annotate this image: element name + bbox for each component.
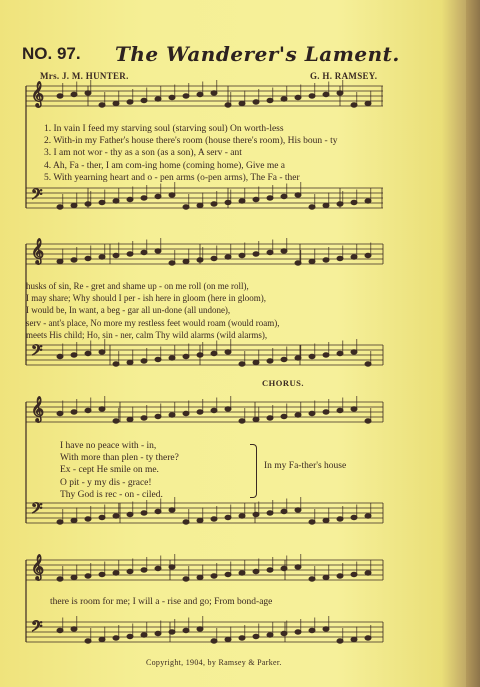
note-head	[155, 414, 161, 418]
note-head	[57, 628, 63, 632]
note-head	[337, 408, 343, 412]
note-head	[127, 100, 133, 104]
note-head	[127, 634, 133, 638]
note-head	[239, 199, 245, 203]
note-head	[225, 350, 231, 354]
verses-system-2	[26, 280, 280, 341]
note-head	[85, 639, 91, 643]
note-head	[169, 565, 175, 569]
note-head	[85, 202, 91, 206]
note-head	[295, 508, 301, 512]
note-head	[281, 566, 287, 570]
note-head	[141, 633, 147, 637]
note-head	[225, 103, 231, 107]
note-head	[309, 411, 315, 415]
chorus-brace	[250, 444, 257, 498]
note-head	[267, 568, 273, 572]
note-head	[85, 91, 91, 95]
note-head	[351, 515, 357, 519]
note-head	[309, 94, 315, 98]
copyright-notice: Copyright, 1904, by Ramsey & Parker.	[146, 658, 282, 667]
chorus-line: With more than plen - ty there?	[60, 453, 179, 464]
note-head	[99, 255, 105, 259]
note-head	[85, 256, 91, 260]
note-head	[71, 518, 77, 522]
note-head	[225, 255, 231, 259]
note-head	[197, 575, 203, 579]
note-head	[211, 517, 217, 521]
note-head	[295, 95, 301, 99]
chorus-label: CHORUS.	[262, 378, 304, 388]
lyricist-credit: Mrs. J. M. HUNTER.	[40, 71, 129, 81]
note-head	[351, 350, 357, 354]
note-head	[197, 518, 203, 522]
note-head	[85, 517, 91, 521]
note-head	[113, 636, 119, 640]
note-head	[183, 628, 189, 632]
verse-line: 5. With yearning heart and o - pen arms (o-pen arms), The Fa - ther	[44, 172, 300, 183]
note-head	[225, 407, 231, 411]
note-head	[141, 568, 147, 572]
chorus-line: Thy God is rec - on - ciled.	[60, 489, 163, 500]
note-head	[113, 101, 119, 105]
verse-line: I may share; Why should I per - ish here in gloom (here in gloom),	[26, 293, 267, 304]
note-head	[155, 357, 161, 361]
note-head	[71, 410, 77, 414]
note-head	[71, 258, 77, 262]
note-head	[239, 101, 245, 105]
note-head	[323, 575, 329, 579]
note-head	[211, 351, 217, 355]
note-head	[211, 202, 217, 206]
note-head	[183, 411, 189, 415]
note-head	[309, 205, 315, 209]
note-head	[57, 205, 63, 209]
note-head	[71, 627, 77, 631]
staff	[26, 244, 383, 264]
note-head	[239, 514, 245, 518]
note-head	[183, 94, 189, 98]
note-head	[225, 200, 231, 204]
final-lyric-line: there is room for me; I will a - rise and go; From bond-age	[50, 597, 273, 607]
note-head	[337, 91, 343, 95]
note-head	[197, 410, 203, 414]
chorus-line: Ex - cept He smile on me.	[60, 465, 159, 476]
note-head	[253, 100, 259, 104]
note-head	[183, 259, 189, 263]
note-head	[113, 571, 119, 575]
note-head	[295, 565, 301, 569]
note-head	[309, 577, 315, 581]
note-head	[99, 407, 105, 411]
bass-clef-icon: 𝄢	[31, 500, 43, 521]
note-head	[323, 518, 329, 522]
note-head	[267, 196, 273, 200]
note-head	[295, 630, 301, 634]
note-head	[169, 508, 175, 512]
note-head	[57, 94, 63, 98]
verse-line: 2. With-in my Father's house there's room (house there's room), His boun - ty	[44, 136, 338, 147]
treble-clef-icon: 𝄞	[31, 555, 45, 580]
note-head	[169, 95, 175, 99]
note-head	[239, 362, 245, 366]
composer-credit: G. H. RAMSEY.	[310, 71, 378, 81]
note-head	[99, 515, 105, 519]
note-head	[99, 637, 105, 641]
note-head	[155, 509, 161, 513]
note-head	[141, 250, 147, 254]
note-head	[267, 98, 273, 102]
note-head	[169, 630, 175, 634]
note-head	[253, 512, 259, 516]
note-head	[155, 566, 161, 570]
note-head	[351, 103, 357, 107]
note-head	[225, 515, 231, 519]
note-head	[323, 627, 329, 631]
note-head	[183, 577, 189, 581]
note-head	[113, 419, 119, 423]
hymn-number: NO. 97.	[22, 44, 81, 63]
note-head	[197, 258, 203, 262]
note-head	[155, 631, 161, 635]
note-head	[323, 203, 329, 207]
treble-clef-icon: 𝄞	[31, 82, 45, 107]
note-head	[267, 633, 273, 637]
note-head	[197, 627, 203, 631]
note-head	[337, 574, 343, 578]
note-head	[365, 362, 371, 366]
note-head	[281, 97, 287, 101]
note-head	[169, 413, 175, 417]
note-head	[211, 639, 217, 643]
note-head	[365, 253, 371, 257]
note-head	[323, 92, 329, 96]
hymn-title: The Wanderer's Lament.	[115, 42, 400, 66]
chorus-line: O pit - y my dis - grace!	[60, 477, 152, 488]
bass-clef-icon: 𝄢	[31, 342, 43, 363]
chorus-refrain: In my Fa-ther's house	[264, 461, 347, 471]
note-head	[309, 354, 315, 358]
note-head	[99, 350, 105, 354]
staff	[26, 622, 383, 642]
note-head	[155, 97, 161, 101]
note-head	[85, 574, 91, 578]
chorus-lines	[60, 440, 179, 501]
note-head	[141, 416, 147, 420]
note-head	[71, 203, 77, 207]
note-head	[267, 416, 273, 420]
note-head	[253, 360, 259, 364]
note-head	[253, 634, 259, 638]
note-head	[85, 408, 91, 412]
note-head	[365, 571, 371, 575]
note-head	[113, 199, 119, 203]
note-head	[57, 259, 63, 263]
note-head	[127, 360, 133, 364]
note-head	[365, 199, 371, 203]
note-head	[197, 203, 203, 207]
note-head	[337, 202, 343, 206]
note-head	[225, 572, 231, 576]
note-head	[253, 252, 259, 256]
note-head	[99, 200, 105, 204]
note-head	[309, 259, 315, 263]
note-head	[225, 637, 231, 641]
note-head	[309, 628, 315, 632]
note-head	[309, 520, 315, 524]
note-head	[71, 353, 77, 357]
note-head	[239, 636, 245, 640]
note-head	[351, 200, 357, 204]
note-head	[281, 249, 287, 253]
note-head	[253, 569, 259, 573]
note-head	[267, 511, 273, 515]
note-head	[127, 197, 133, 201]
note-head	[141, 196, 147, 200]
note-head	[323, 353, 329, 357]
note-head	[295, 413, 301, 417]
note-head	[239, 571, 245, 575]
note-head	[281, 631, 287, 635]
note-head	[113, 514, 119, 518]
note-head	[141, 359, 147, 363]
verse-line: 1. In vain I feed my starving soul (starving soul) On worth-less	[44, 124, 284, 134]
note-head	[337, 639, 343, 643]
note-head	[365, 419, 371, 423]
note-head	[351, 572, 357, 576]
note-head	[57, 354, 63, 358]
note-head	[253, 417, 259, 421]
note-head	[295, 193, 301, 197]
note-head	[127, 512, 133, 516]
note-head	[211, 408, 217, 412]
note-head	[267, 359, 273, 363]
verse-line: 3. I am not wor - thy as a son (as a son), A serv - ant	[44, 148, 242, 159]
note-head	[197, 92, 203, 96]
note-head	[239, 419, 245, 423]
note-head	[351, 637, 357, 641]
note-head	[281, 357, 287, 361]
note-head	[281, 194, 287, 198]
verse-line: husks of sin, Re - gret and shame up - on me roll (on me roll),	[26, 281, 249, 291]
note-head	[183, 205, 189, 209]
verse-line: meets His child; Ho, sin - ner, calm Thy wild alarms (wild alarms),	[26, 329, 268, 340]
treble-clef-icon: 𝄞	[31, 397, 45, 422]
treble-clef-icon: 𝄞	[31, 239, 45, 264]
note-head	[71, 92, 77, 96]
note-head	[295, 356, 301, 360]
note-head	[323, 258, 329, 262]
note-head	[141, 98, 147, 102]
note-head	[169, 193, 175, 197]
staff	[26, 86, 383, 106]
note-head	[253, 197, 259, 201]
note-head	[211, 91, 217, 95]
note-head	[281, 509, 287, 513]
note-head	[71, 575, 77, 579]
note-head	[365, 514, 371, 518]
note-head	[295, 261, 301, 265]
note-head	[127, 252, 133, 256]
note-head	[113, 362, 119, 366]
note-head	[155, 194, 161, 198]
note-head	[211, 256, 217, 260]
note-head	[169, 261, 175, 265]
bass-clef-icon: 𝄢	[31, 618, 43, 639]
bass-clef-icon: 𝄢	[31, 186, 43, 207]
note-head	[281, 414, 287, 418]
note-head	[351, 407, 357, 411]
note-head	[351, 255, 357, 259]
verse-line: 4. Ah, Fa - ther, I am com-ing home (coming home), Give me a	[44, 160, 286, 171]
note-head	[323, 410, 329, 414]
note-head	[239, 253, 245, 257]
note-head	[113, 253, 119, 257]
note-head	[57, 411, 63, 415]
note-head	[183, 354, 189, 358]
note-head	[337, 517, 343, 521]
note-head	[365, 636, 371, 640]
note-head	[85, 351, 91, 355]
note-head	[99, 572, 105, 576]
note-head	[169, 356, 175, 360]
verse-line: serv - ant's place, No more my restless feet would roam (would roam),	[26, 317, 280, 328]
note-head	[127, 569, 133, 573]
note-head	[197, 353, 203, 357]
verse-line: I would be, In want, a beg - gar all un-done (all undone),	[26, 305, 231, 316]
note-head	[337, 351, 343, 355]
verses-system-1	[44, 123, 338, 184]
note-head	[99, 103, 105, 107]
note-head	[155, 249, 161, 253]
note-head	[141, 511, 147, 515]
chorus-line: I have no peace with - in,	[60, 441, 157, 451]
note-head	[57, 520, 63, 524]
note-head	[127, 417, 133, 421]
note-head	[183, 520, 189, 524]
note-head	[211, 574, 217, 578]
note-head	[267, 250, 273, 254]
note-head	[365, 101, 371, 105]
note-head	[337, 256, 343, 260]
note-head	[57, 577, 63, 581]
